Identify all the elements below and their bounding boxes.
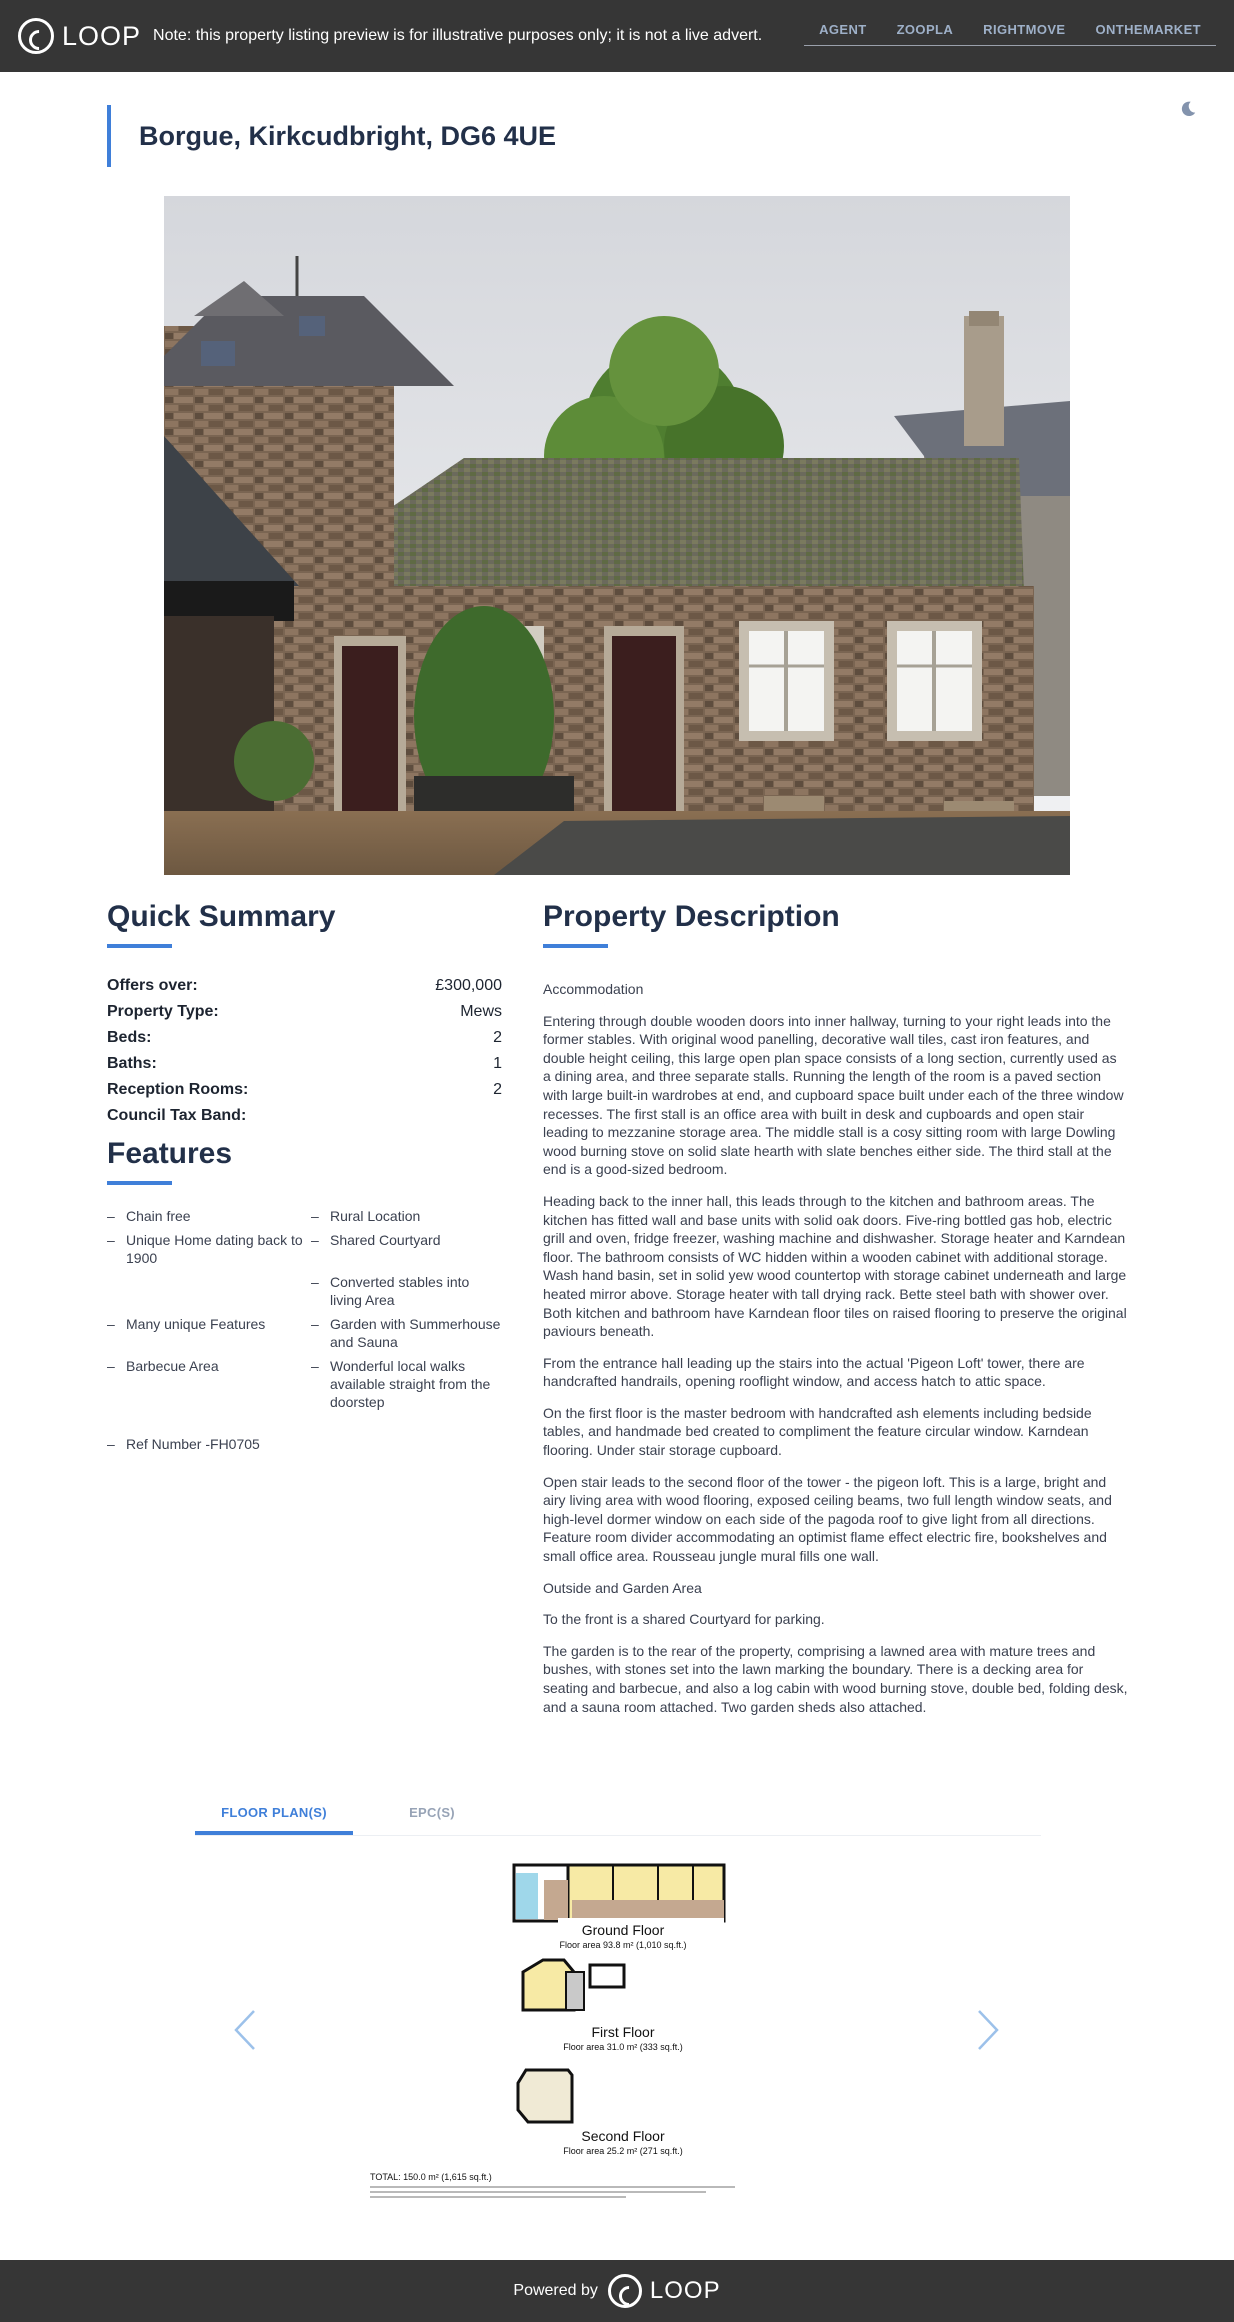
features-list (107, 1207, 502, 1459)
summary-row-offers (107, 973, 502, 999)
floor-label-first: First Floor (591, 2024, 655, 2040)
floor-plan-image[interactable] (368, 1860, 748, 2210)
preview-notice: Note: this property listing preview is for illustrative purposes only; it is not a live advert. (153, 27, 763, 44)
feature-text: Ref Number -FH0705 (126, 1436, 260, 1452)
property-photo (164, 196, 1070, 875)
summary-row-reception (107, 1077, 502, 1103)
feature-item: – Converted stables into living Area (311, 1273, 502, 1315)
footer (0, 2260, 1234, 2322)
right-column (543, 900, 1128, 1729)
summary-label: Council Tax Band: (107, 1107, 247, 1124)
portal-nav (804, 14, 1216, 46)
description-paragraph: The garden is to the rear of the property, comprising a lawned area with mature trees and bushes, with stones set into the lawn marking the boundary. There is a decking area for seating and barbecue, and also a log cabin with wood burning stove, double bed, folding desk, and a sauna room attached. Two garden sheds also attached. (543, 1642, 1128, 1715)
summary-label: Offers over: (107, 977, 198, 994)
media-tabs (195, 1793, 1041, 1836)
property-description (543, 980, 1128, 1716)
moon-icon[interactable] (1179, 100, 1197, 118)
feature-text: Rural Location (330, 1208, 421, 1224)
summary-row-type (107, 999, 502, 1025)
powered-by-text: Powered by (513, 2282, 598, 2299)
feature-item: – Garden with Summerhouse and Sauna (311, 1316, 501, 1350)
summary-value: Mews (460, 1003, 502, 1020)
left-column (107, 900, 502, 1459)
property-description-heading: Property Description (543, 900, 840, 933)
summary-value: 2 (493, 1081, 502, 1098)
feature-text: Unique Home dating back to 1900 (126, 1232, 303, 1266)
floor-label-second: Second Floor (581, 2128, 665, 2144)
logo-text: LOOP (62, 20, 142, 51)
feature-item: – Unique Home dating back to 1900 (107, 1231, 311, 1273)
summary-row-beds (107, 1025, 502, 1051)
nav-onthemarket-link[interactable]: ONTHEMARKET (1095, 22, 1201, 37)
nav-rightmove-link[interactable]: RIGHTMOVE (983, 22, 1066, 37)
summary-value: 1 (493, 1055, 502, 1072)
feature-text: Chain free (126, 1208, 191, 1224)
summary-label: Property Type: (107, 1003, 219, 1020)
feature-item: – Shared Courtyard (311, 1231, 502, 1273)
page-title-block (107, 105, 556, 167)
floor-area-total: TOTAL: 150.0 m² (1,615 sq.ft.) (370, 2172, 492, 2182)
floor-area-second: Floor area 25.2 m² (271 sq.ft.) (563, 2146, 683, 2156)
description-paragraph: Accommodation (543, 981, 644, 997)
feature-text: Garden with Summerhouse and Sauna (330, 1316, 501, 1350)
loop-logo[interactable] (18, 18, 141, 54)
floor-plan-disclaimer (370, 2186, 735, 2198)
floor-area-first: Floor area 31.0 m² (333 sq.ft.) (563, 2042, 683, 2052)
feature-text: Many unique Features (126, 1316, 266, 1332)
loop-logo-icon (18, 18, 54, 54)
feature-item: – Wonderful local walks available straight from the doorstep (311, 1357, 502, 1435)
features-heading: Features (107, 1137, 233, 1170)
summary-row-baths (107, 1051, 502, 1077)
feature-item: – Ref Number -FH0705 (107, 1436, 260, 1452)
feature-text: Wonderful local walks available straight from the doorstep (330, 1358, 491, 1410)
description-paragraph: Heading back to the inner hall, this leads through to the kitchen and bathroom areas. The kitchen has fitted wall and base units with solid oak doors. Five-ring bottled gas hob, electric grill and oven, fridge freezer, washing machine and dishwasher. Storage heater and Karndean floor. The bathroom consists of WC hidden within a wooden cabinet with additional storage. Wash hand basin, set in solid yew wood countertop with storage cabinet underneath and large heated mirror above. Storage heater with tall drying rack. Bette steel bath with shower over. Both kitchen and bathroom have Karndean floor tiles on raised flooring to preserve the original paviours beneath. (543, 1192, 1127, 1340)
floor-area-ground: Floor area 93.8 m² (1,010 sq.ft.) (559, 1940, 687, 1950)
loop-logo-icon (608, 2274, 642, 2308)
summary-label: Reception Rooms: (107, 1081, 249, 1098)
footer-logo-text: LOOP (649, 2277, 721, 2304)
description-paragraph: Entering through double wooden doors into inner hallway, turning to your right leads into the former stables. With original wood panelling, decorative wall tiles, cast iron features, and double height ceiling, this large open plan space consists of a long section, currently used as a dining area, and three separate stalls. Running the length of the room is a paved section with large built-in wardrobes at end, and cupboard space built under each of the three window recesses. The first stall is an office area with built in desk and cupboards and open stair leading to mezzanine storage area. The middle stall is a cosy sitting room with large Dowling wood burning stove on solid slate hearth with slate benches either side. The third stall at the end is a good-sized bedroom. (543, 1012, 1124, 1178)
summary-row-council-tax (107, 1103, 502, 1129)
description-paragraph: Outside and Garden Area (543, 1579, 702, 1596)
summary-value: 2 (493, 1029, 502, 1046)
summary-label: Baths: (107, 1055, 157, 1072)
feature-text: Barbecue Area (126, 1358, 219, 1374)
chevron-left-icon[interactable] (232, 2008, 258, 2052)
description-paragraph: From the entrance hall leading up the stairs into the actual 'Pigeon Loft' tower, there are handcrafted handrails, opening rooflight window, and access hatch to attic space. (543, 1354, 1085, 1390)
heading-underline (107, 944, 172, 948)
description-paragraph: To the front is a shared Courtyard for parking. (543, 1611, 825, 1628)
feature-text: Shared Courtyard (330, 1232, 441, 1248)
feature-item: – Rural Location (311, 1208, 421, 1224)
feature-item: – Chain free (107, 1208, 191, 1224)
nav-agent-link[interactable]: AGENT (819, 22, 867, 37)
summary-label: Beds: (107, 1029, 152, 1046)
feature-item: – Many unique Features (107, 1315, 311, 1357)
feature-text: Converted stables into living Area (330, 1274, 470, 1308)
quick-summary-heading: Quick Summary (107, 900, 336, 933)
floor-label-ground: Ground Floor (581, 1922, 665, 1938)
summary-value: £300,000 (435, 977, 502, 994)
tab-floor-plans[interactable]: FLOOR PLAN(S) (195, 1793, 353, 1835)
description-paragraph: Open stair leads to the second floor of the tower - the pigeon loft. This is a large, bright and airy living area with wood flooring, exposed ceiling beams, two full length window seats, and high-level dormer window on each side of the pagoda roof to give light from all directions. Feature room divider accommodating an optimist flame effect electric fire, bookshelves and small office area. Rousseau jungle mural fills one wall. (543, 1473, 1112, 1565)
tab-epcs[interactable]: EPC(S) (409, 1805, 455, 1820)
heading-underline (107, 1181, 172, 1185)
top-bar (0, 0, 1234, 72)
feature-item (107, 1273, 311, 1315)
nav-zoopla-link[interactable]: ZOOPLA (896, 22, 954, 37)
page-title: Borgue, Kirkcudbright, DG6 4UE (139, 120, 557, 151)
quick-summary-list (107, 973, 502, 1129)
chevron-right-icon[interactable] (975, 2008, 1001, 2052)
heading-underline (543, 944, 608, 948)
feature-item: – Barbecue Area (107, 1357, 311, 1435)
description-paragraph: On the first floor is the master bedroom with handcrafted ash elements including bedside tables, and handmade bed created to compliment the feature circular window. Karndean flooring. Under stair storage cupboard. (543, 1404, 1092, 1459)
footer-loop-logo[interactable] (608, 2274, 721, 2308)
